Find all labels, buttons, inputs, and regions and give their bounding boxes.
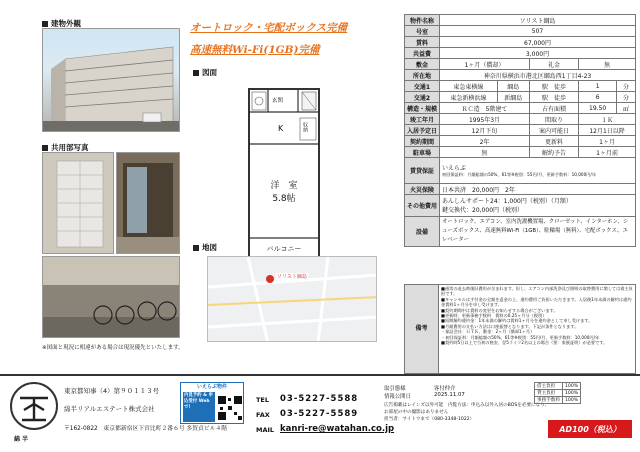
company-logo-icon xyxy=(10,382,58,430)
cell-label: 解約予告 xyxy=(529,147,578,158)
cell-label: 案内可能日 xyxy=(529,125,578,136)
company-address: 〒162-0822 東京都新宿区下宮比町２番６号 多賀貞ビル４階 xyxy=(64,426,228,432)
cell-label: 竣工年月 xyxy=(405,114,440,125)
term-value: 2年 xyxy=(440,136,530,147)
table-row xyxy=(405,147,636,158)
logo-text: 綿半 xyxy=(14,436,31,443)
entrance-image xyxy=(117,153,180,254)
info-date-value: 2025.11.07 xyxy=(434,392,465,398)
grid-value: 100% xyxy=(562,390,580,397)
grid-value: 100% xyxy=(562,383,580,390)
guarantee-cell xyxy=(440,158,636,184)
address-value: 神奈川県横浜市港北区綱島西1丁目4-23 xyxy=(440,70,636,81)
building-image xyxy=(43,29,180,132)
property-name: ソリスト綱島 xyxy=(440,15,636,26)
map-heading-label: 地図 xyxy=(202,243,217,252)
common-heading-label: 共用部写真 xyxy=(51,143,89,152)
table-row xyxy=(405,184,636,195)
qr-code-icon xyxy=(217,395,243,421)
room-label: 洋 室 xyxy=(270,181,298,191)
remarks-box xyxy=(404,284,636,374)
table-row xyxy=(405,103,636,114)
cell-label: 敷金 xyxy=(405,59,440,70)
remarks-line: ・保証会社：ＧＴＫ、敷金：2ヶ月（償却1ヶ月） xyxy=(441,329,535,335)
deal-value: 客付仲介 xyxy=(434,386,456,392)
logo-mark xyxy=(12,384,56,428)
ad-note-3: 担当者：サイトウまで（080-3348-1022） xyxy=(384,417,475,422)
traffic2-unit: 分 xyxy=(617,92,636,103)
traffic2-line: 東急新横浜線 xyxy=(440,92,498,103)
fax-label: FAX xyxy=(256,411,270,419)
cell-label: 礼金 xyxy=(529,59,578,70)
map-image xyxy=(207,256,377,342)
cell-label: 間取り xyxy=(529,114,578,125)
remarks-line: ■契約時5日以上で当初の格安、翌5ライフ2名以上の場合（要：家族証明）が必要です。 xyxy=(441,340,608,346)
table-row xyxy=(535,383,581,390)
table-row xyxy=(405,81,636,92)
table-row xyxy=(405,59,636,70)
cell-label: 設備 xyxy=(405,217,440,247)
traffic1-unit: 分 xyxy=(617,81,636,92)
layout-value: １Ｋ xyxy=(579,114,636,125)
cell-label: 号室 xyxy=(405,26,440,37)
ad-note-2: お部屋の中の撮影はありません xyxy=(384,410,449,415)
photo-note: ※図面と現況に相違がある場合は現況優先といたします。 xyxy=(42,345,184,351)
rent-value: 67,000円 xyxy=(440,37,636,48)
cell-label: 更新料 xyxy=(529,136,578,147)
table-row xyxy=(405,70,636,81)
cell-label: 物件名称 xyxy=(405,15,440,26)
floor-plan-lines xyxy=(250,90,318,262)
notice-value: 1ヶ月前 xyxy=(579,147,636,158)
badge-title: いえらぶ物件 xyxy=(196,384,227,390)
ielove-badge[interactable] xyxy=(180,382,244,424)
other-cost-2: 鍵交換代：20,000円（税別） xyxy=(442,206,524,214)
equipment-value: オートロック、エアコン、室内洗濯機置場、クローゼット、インターホン、シューズボックス、高速無料Wi-Fi（1GB）、駐輪場（無料）、宅配ボックス、エレベーター xyxy=(440,217,636,247)
map-pin-label: ソリスト綱島 xyxy=(277,274,307,280)
bicycle-parking-photo xyxy=(42,256,180,338)
cell-label: 火災保険 xyxy=(405,184,440,195)
mail-address[interactable]: kanri-re@watahan.co.jp xyxy=(280,424,395,434)
ad-badge: AD100（税込） xyxy=(548,420,632,438)
grid-label: 借主負担 xyxy=(535,383,563,390)
floor-plan xyxy=(248,88,320,264)
remarks-line: ■契約期間中は賃料の変更をお知らせする場合がございます。 xyxy=(441,307,558,313)
floorplan-heading xyxy=(193,67,217,78)
other-cost-1: あんしんサポート24：1,000円（税別）（月額） xyxy=(442,197,572,205)
key-money-value: 無 xyxy=(579,59,636,70)
closet-label: 収納 xyxy=(302,122,308,132)
traffic1-line: 東急東横線 xyxy=(440,81,498,92)
cell-label: 交通1 xyxy=(405,81,440,92)
fee-grid xyxy=(534,382,581,404)
grid-label: 事務手数料 xyxy=(535,397,563,404)
bicycle-parking-image xyxy=(43,257,180,338)
traffic1-minutes: 1 xyxy=(579,81,617,92)
cell-label: 入居予定日 xyxy=(405,125,440,136)
other-costs-cell xyxy=(440,195,636,217)
map-pin-icon xyxy=(266,275,274,283)
table-row xyxy=(405,217,636,247)
table-row xyxy=(405,15,636,26)
remarks-line: ■キャンセルは手付金の全額を返金の上、違約費用ご負担いただきます。入居後1年未満の解約は違約金賃料1ヶ月分を申し受けます。 xyxy=(441,296,632,308)
traffic1-station: 綱島 xyxy=(497,81,529,92)
remarks-line: ・初回保証料：月額総額の50%、61等※税別：55円/月、更新手数料：10,000円/年 xyxy=(441,334,600,340)
cell-label: 交通2 xyxy=(405,92,440,103)
traffic2-minutes: 6 xyxy=(579,92,617,103)
cell-label: 構造・規模 xyxy=(405,103,440,114)
table-row xyxy=(405,195,636,217)
traffic1-walk: 駅 徒歩 xyxy=(529,81,578,92)
remarks-line: ■更新時、更新事務手数料 賃料の0.25ヶ月分（税別） xyxy=(441,313,547,319)
entrance-photo xyxy=(116,152,180,254)
fire-insurance-value: 日本共済 20,000円 2年 xyxy=(440,184,636,195)
cell-label: 所在地 xyxy=(405,70,440,81)
info-date-label: 情報公開日 xyxy=(384,394,411,400)
cell-label: その他費用 xyxy=(405,195,440,217)
table-row xyxy=(405,125,636,136)
table-row xyxy=(405,136,636,147)
spec-table xyxy=(404,14,636,247)
area-value: 19.50 xyxy=(579,103,617,114)
table-row xyxy=(405,114,636,125)
grid-label: 貸主負担 xyxy=(535,390,563,397)
company-name: 綿半リアルエステート株式会社 xyxy=(64,405,155,413)
movein-value: 12月下旬 xyxy=(440,125,530,136)
guarantee-detail: 初回保証料：月額総額の50%、61等※税別：55円/月、更新手数料：10,000円/年 xyxy=(442,171,597,177)
ad-note-1: 広告掲載はレインズ以外可能 内覧方法：申込み以外入居のBOSを必要になり、 xyxy=(384,403,550,408)
room-number: 507 xyxy=(440,26,636,37)
area-unit: ㎡ xyxy=(617,103,636,114)
remarks-line: ■月額費用の支払い方法は口座振替となります。下記が条件となります。 xyxy=(441,323,579,329)
table-row xyxy=(405,92,636,103)
map-heading xyxy=(193,242,217,253)
parking-value: 無 xyxy=(440,147,530,158)
fee-value: 3,000円 xyxy=(440,48,636,59)
table-row xyxy=(535,390,581,397)
guarantee-name: いえらぶ xyxy=(442,164,467,172)
remarks-line: ■短期解約違約金：1年未満の解約は賃料1ヶ月分を違約金として申し受けます。 xyxy=(441,318,593,324)
table-row xyxy=(535,397,581,404)
remarks-label: 備考 xyxy=(405,285,439,373)
table-row xyxy=(405,48,636,59)
table-row xyxy=(405,158,636,184)
cell-label: 占有面積 xyxy=(529,103,578,114)
mail-label: MAIL xyxy=(256,426,275,434)
fax-number: 03-5227-5589 xyxy=(280,409,359,419)
cell-label: 駐車場 xyxy=(405,147,440,158)
exterior-photo xyxy=(42,28,180,132)
balcony-label: バルコニー xyxy=(266,245,302,253)
footer xyxy=(0,374,640,452)
structure-value: ＲＣ造 5階建て xyxy=(440,103,530,114)
mailbox-photo xyxy=(42,152,114,254)
map-streets xyxy=(208,257,377,342)
tel-label: TEL xyxy=(256,396,270,404)
traffic2-walk: 駅 徒歩 xyxy=(529,92,578,103)
catchcopy-line2: 高速無料Wi-Fi(1GB)完備 xyxy=(190,44,320,56)
entrance-label: 玄関 xyxy=(272,98,284,104)
license-number: 東京都知事（4）第９０１１３号 xyxy=(64,387,160,395)
cell-label: 契約期間 xyxy=(405,136,440,147)
built-value: 1995年3月 xyxy=(440,114,530,125)
catchcopy-line1: オートロック・宅配ボックス完備 xyxy=(190,22,348,34)
remarks-body xyxy=(441,286,633,374)
tel-number[interactable]: 03-5227-5588 xyxy=(280,394,359,404)
grid-value: 100% xyxy=(562,397,580,404)
badge-text: 内見予約 & 申込受付 Webで! xyxy=(183,392,215,422)
room-size-label: 5.8帖 xyxy=(272,194,296,204)
table-row xyxy=(405,26,636,37)
remarks-line: ■通常の退去時復旧費用が含まれます。但し、エアコン内部洗浄及び照明の取替費用に関しては借主負担です。 xyxy=(441,286,633,297)
cell-label: 共益費 xyxy=(405,48,440,59)
renewal-value: 1ヶ月 xyxy=(579,136,636,147)
exterior-heading-label: 建物外観 xyxy=(51,19,81,28)
traffic2-station: 新綱島 xyxy=(497,92,529,103)
deposit-value: 1ヶ月（償却） xyxy=(440,59,530,70)
kitchen-label: K xyxy=(278,124,284,133)
deal-label: 取引態様 xyxy=(384,386,406,392)
viewing-value: 12月1日以降 xyxy=(579,125,636,136)
floorplan-heading-label: 図面 xyxy=(202,68,217,77)
mailbox-image xyxy=(43,153,114,254)
cell-label: 賃料 xyxy=(405,37,440,48)
cell-label: 賃貸保証 xyxy=(405,158,440,184)
table-row xyxy=(405,37,636,48)
